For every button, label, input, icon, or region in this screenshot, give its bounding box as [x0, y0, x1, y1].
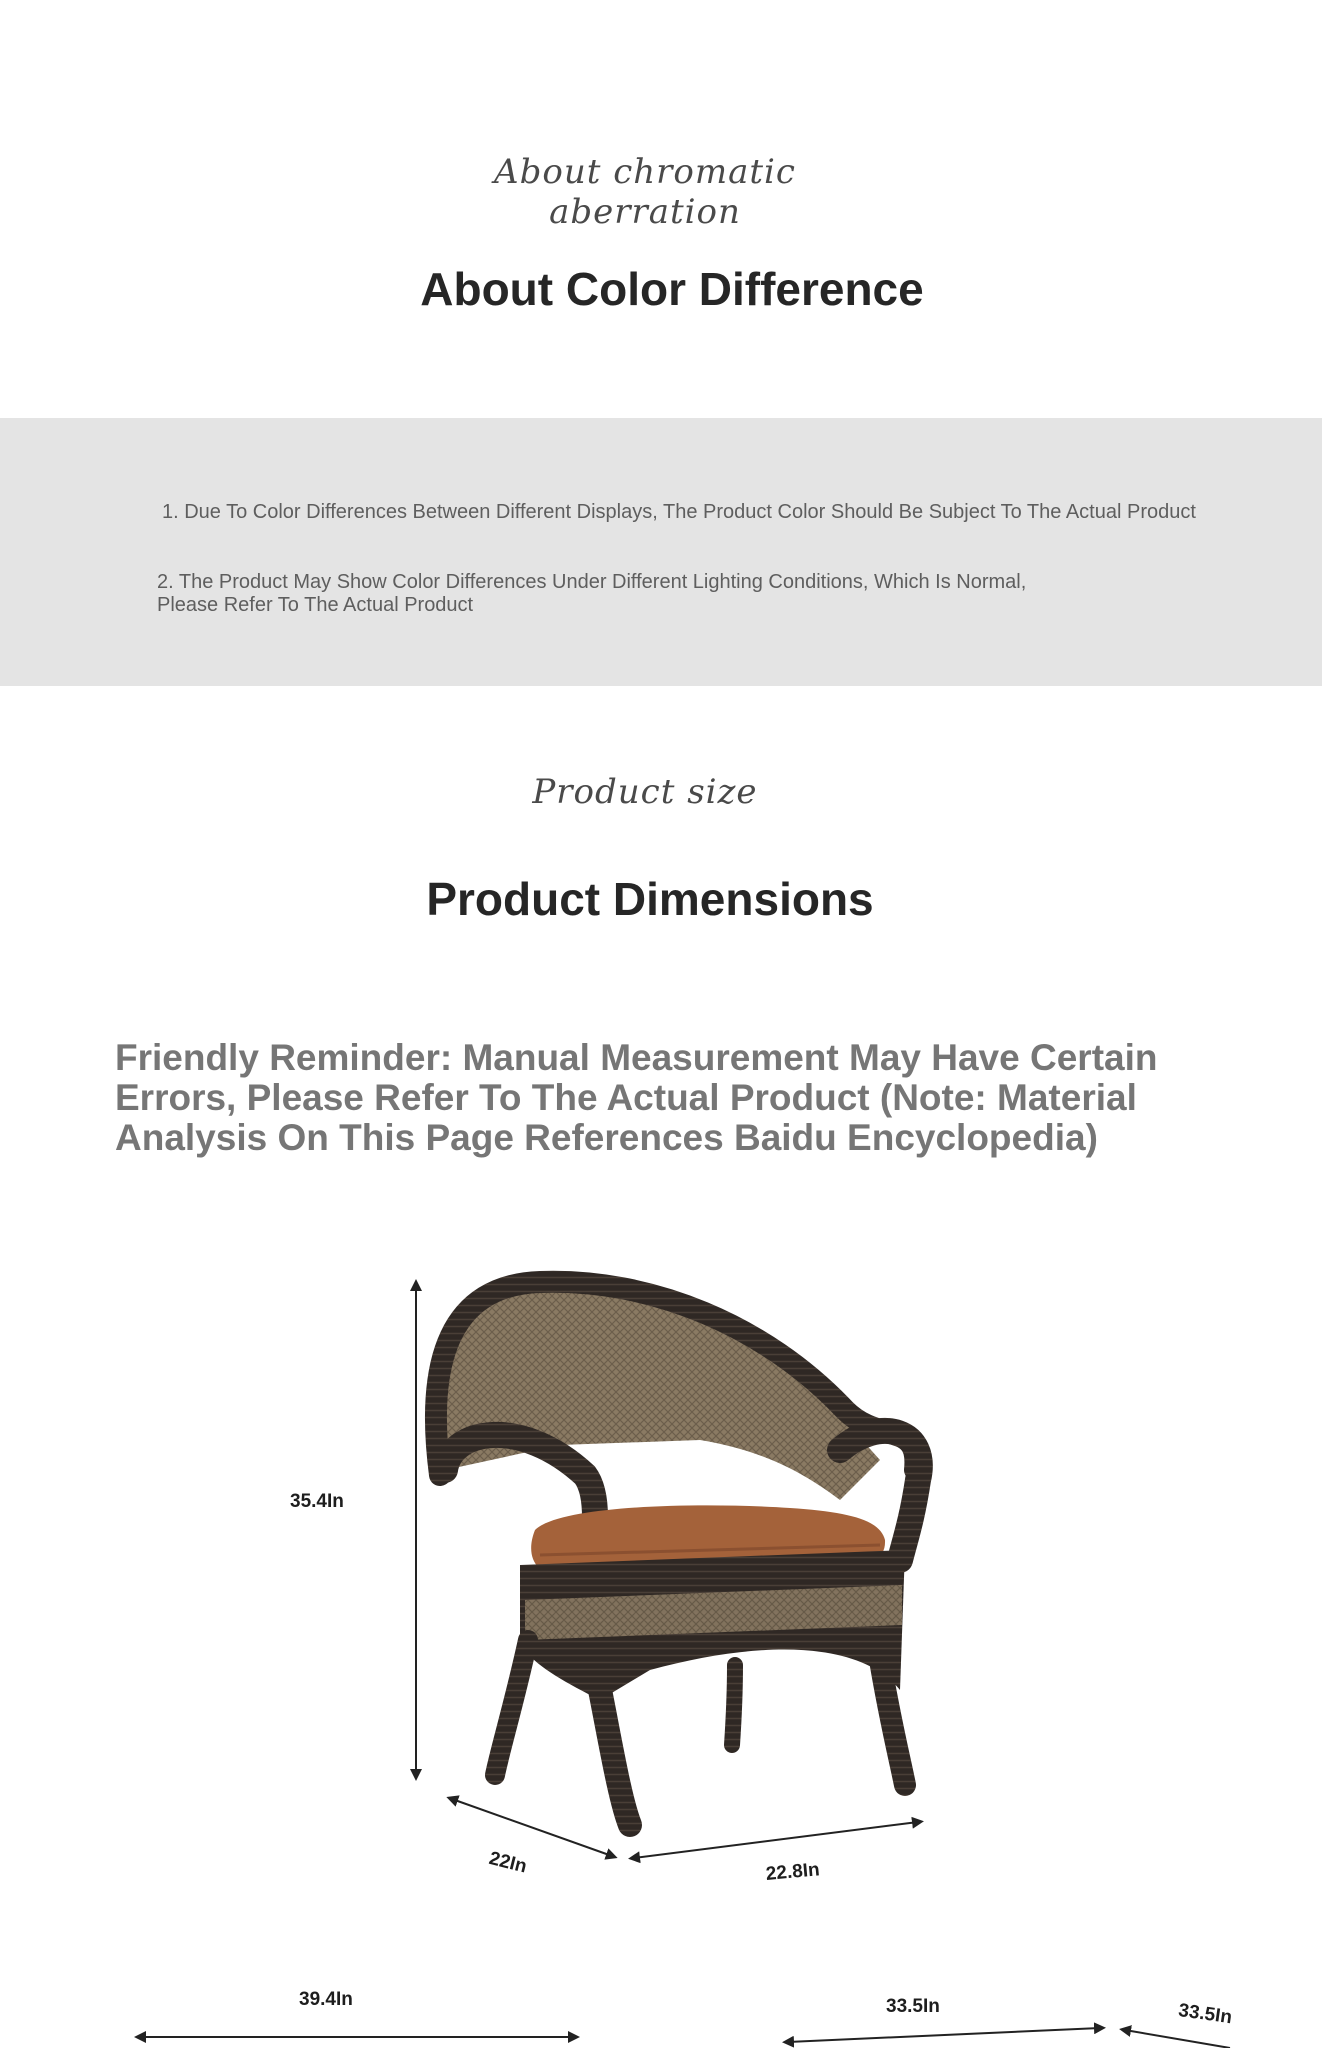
- depth-arrow: [452, 1799, 612, 1856]
- depth-label: 22In: [486, 1848, 529, 1878]
- chair-back-right-leg: [732, 1665, 735, 1745]
- right-depth-arrow: [1125, 2030, 1230, 2048]
- color-note-1: 1. Due To Color Differences Between Different Displays, The Product Color Should Be Subject To The Actual Product: [162, 501, 1196, 523]
- width-label: 22.8In: [765, 1859, 821, 1885]
- width-arrow: [634, 1822, 918, 1858]
- bottom-right-width-label: 33.5In: [886, 1996, 940, 2017]
- chair-front-right-leg: [880, 1660, 905, 1785]
- chair-illustration: [0, 1240, 1322, 1940]
- script-subtitle-chromatic: About chromatic aberration: [494, 152, 796, 232]
- section-title-product-dimensions: Product Dimensions: [426, 873, 874, 925]
- bottom-left-width-label: 39.4In: [299, 1989, 353, 2010]
- height-label: 35.4In: [290, 1491, 344, 1512]
- bottom-dimension-lines: [0, 2000, 1322, 2048]
- friendly-reminder: Friendly Reminder: Manual Measurement May Have Certain Errors, Please Refer To The Actual Product (Note: Material Analysis On This Page References Baidu Encyclopedia): [115, 1037, 1158, 1158]
- chair-front-left-leg: [600, 1690, 630, 1825]
- color-note-2: 2. The Product May Show Color Differences Under Different Lighting Conditions, Which Is Normal, Please Refer To The Actual Product: [157, 571, 1027, 616]
- bottom-right-depth-label: 33.5In: [1177, 2000, 1234, 2029]
- color-notes-band: [0, 418, 1322, 686]
- script-subtitle-product-size: Product size: [532, 772, 758, 812]
- section-title-color-difference: About Color Difference: [420, 263, 924, 315]
- chair-back-left-leg: [495, 1640, 528, 1775]
- right-width-arrow: [788, 2028, 1100, 2042]
